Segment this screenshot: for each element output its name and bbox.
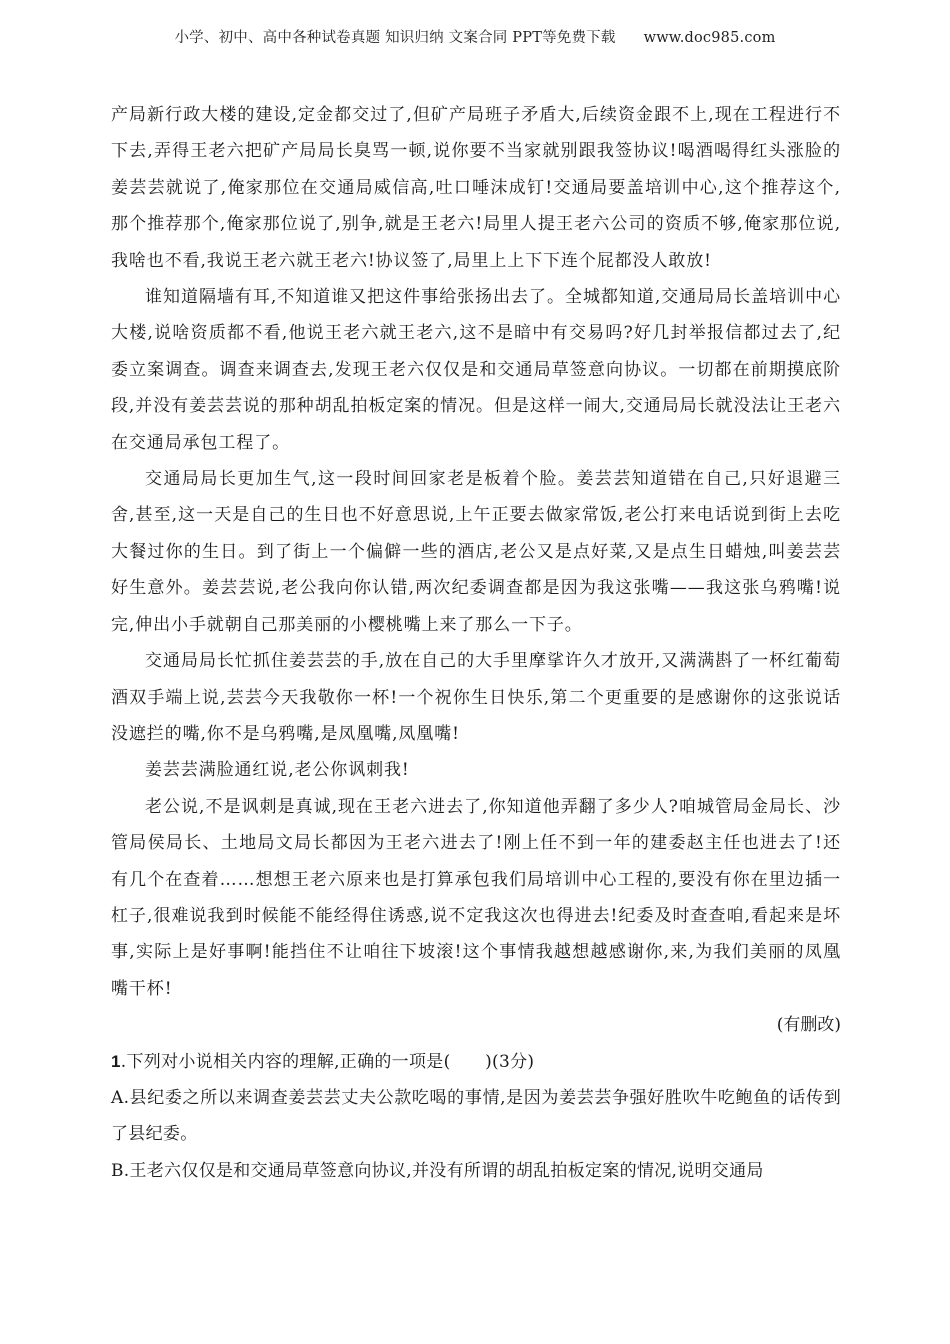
- site-url: www.doc985.com: [643, 30, 776, 46]
- question-stem: .下列对小说相关内容的理解,正确的一项是( )(3分): [120, 1051, 535, 1072]
- paragraph-1: 产局新行政大楼的建设,定金都交过了,但矿产局班子矛盾大,后续资金跟不上,现在工程进行不下去,弄得王老六把矿产局局长臭骂一顿,说你要不当家就别跟我签协议!喝酒喝得红头涨脸的姜芸芸就说了,俺家那位在交通局威信高,吐口唾沫成钉!交通局要盖培训中心,这个推荐这个,那个推荐那个,俺家那位说了,别争,就是王老六!局里人提王老六公司的资质不够,俺家那位说,我啥也不看,我说王老六就王老六!协议签了,局里上上下下连个屁都没人敢放!: [111, 105, 841, 271]
- paragraph-2: 谁知道隔墙有耳,不知道谁又把这件事给张扬出去了。全城都知道,交通局局长盖培训中心大楼,说啥资质都不看,他说王老六就王老六,这不是暗中有交易吗?好几封举报信都过去了,纪委立案调查。调查来调查去,发现王老六仅仅是和交通局草签意向协议。一切都在前期摸底阶段,并没有姜芸芸说的那种胡乱拍板定案的情况。但是这样一闹大,交通局局长就没法让王老六在交通局承包工程了。: [111, 287, 841, 453]
- site-description: 小学、初中、高中各种试卷真题 知识归纳 文案合同 PPT等免费下载: [174, 30, 616, 46]
- paragraph-4: 交通局局长忙抓住姜芸芸的手,放在自己的大手里摩挲许久才放开,又满满斟了一杯红葡萄酒双手端上说,芸芸今天我敬你一杯!一个祝你生日快乐,第二个更重要的是感谢你的这张说话没遮拦的嘴,你不是乌鸦嘴,是凤凰嘴,凤凰嘴!: [111, 651, 841, 744]
- question-number: 1: [111, 1051, 121, 1071]
- page-header: [0, 26, 950, 47]
- source-note: (有删改): [776, 1015, 841, 1036]
- option-b: B.王老六仅仅是和交通局草签意向协议,并没有所谓的胡乱拍板定案的情况,说明交通局: [111, 1160, 764, 1181]
- article-body: [111, 97, 841, 1189]
- paragraph-3: 交通局局长更加生气,这一段时间回家老是板着个脸。姜芸芸知道错在自己,只好退避三舍,甚至,这一天是自己的生日也不好意思说,上午正要去做家常饭,老公打来电话说到街上去吃大餐过你的生日。到了街上一个偏僻一些的酒店,老公又是点好菜,又是点生日蜡烛,叫姜芸芸好生意外。姜芸芸说,老公我向你认错,两次纪委调查都是因为我这张嘴——我这张乌鸦嘴!说完,伸出小手就朝自己那美丽的小樱桃嘴上来了那么一下子。: [111, 469, 841, 635]
- paragraph-5: 姜芸芸满脸通红说,老公你讽刺我!: [145, 760, 410, 781]
- option-a: A.县纪委之所以来调查姜芸芸丈夫公款吃喝的事情,是因为姜芸芸争强好胜吹牛吃鲍鱼的话传到了县纪委。: [111, 1087, 841, 1145]
- question-1: [111, 1044, 841, 1080]
- paragraph-6: 老公说,不是讽刺是真诚,现在王老六进去了,你知道他弄翻了多少人?咱城管局金局长、沙管局侯局长、土地局文局长都因为王老六进去了!刚上任不到一年的建委赵主任也进去了!还有几个在查着……想想王老六原来也是打算承包我们局培训中心工程的,要没有你在里边插一杠子,很难说我到时候能不能经得住诱惑,说不定我这次也得进去!纪委及时查查咱,看起来是坏事,实际上是好事啊!能挡住不让咱往下坡滚!这个事情我越想越感谢你,来,为我们美丽的凤凰嘴干杯!: [111, 796, 841, 999]
